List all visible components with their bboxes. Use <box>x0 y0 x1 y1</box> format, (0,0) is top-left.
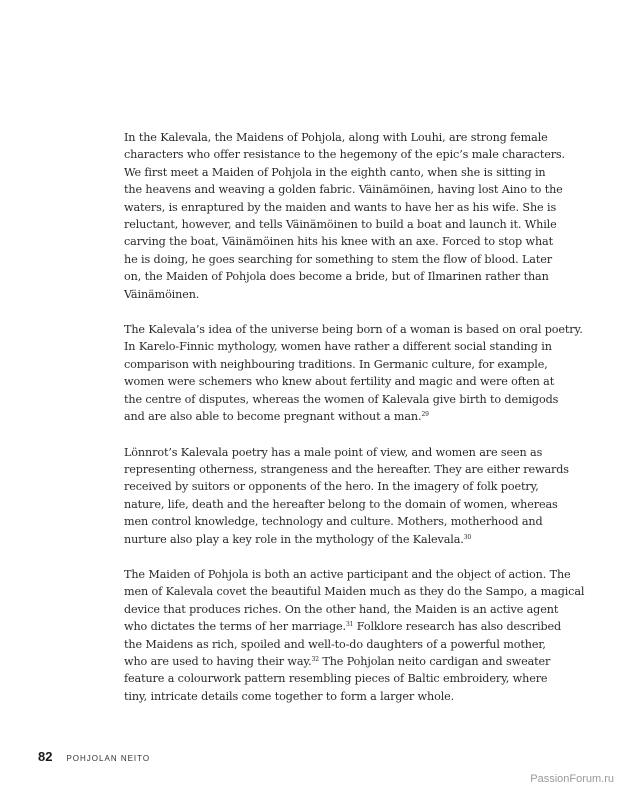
text-line: In the Kalevala, the Maidens of Pohjola, along with Louhi, are strong female <box>124 131 548 144</box>
text-line: received by suitors or opponents of the hero. In the imagery of folk poetry, <box>124 480 539 494</box>
text-line: reluctant, however, and tells Väinämöinen to build a boat and launch it. While <box>124 218 557 232</box>
text-line: on, the Maiden of Pohjola does become a bride, but of Ilmarinen rather than <box>124 270 549 284</box>
page-footer <box>38 749 150 765</box>
text-line: the heavens and weaving a golden fabric. Väinämöinen, having lost Aino to the <box>124 183 563 197</box>
text-line: feature a colourwork pattern resembling pieces of Baltic embroidery, where <box>124 672 548 686</box>
text-line: In Karelo-Finnic mythology, women have rather a different social standing in <box>124 340 552 354</box>
paragraph-lonnrot-male-point-of-view <box>124 444 569 548</box>
text-line-content: who dictates the terms of her marriage. <box>124 620 346 634</box>
running-title: POHJOLAN NEITO <box>66 754 151 763</box>
text-line-content: who are used to having their way. <box>124 654 312 668</box>
text-line: Lönnrot’s Kalevala poetry has a male point of view, and women are seen as <box>124 445 543 459</box>
text-line: Väinämöinen. <box>124 287 200 301</box>
text-line <box>124 531 499 548</box>
text-line-content: and are also able to become pregnant without a man. <box>124 410 422 424</box>
footnote-marker: 30 <box>463 533 472 541</box>
text-line: nature, life, death and the hereafter belong to the domain of women, whereas <box>124 497 558 511</box>
text-line: women were schemers who knew about fertility and magic and were often at <box>124 375 555 389</box>
paragraph-maiden-active-participant <box>124 566 585 705</box>
text-line: the Maidens as rich, spoiled and well-to-do daughters of a powerful mother, <box>124 637 546 651</box>
text-line: The Maiden of Pohjola is both an active participant and the object of action. The <box>124 567 571 581</box>
text-line: carving the boat, Väinämöinen hits his knee with an axe. Forced to stop what <box>124 235 553 249</box>
paragraph-maidens-of-pohjola <box>124 129 565 303</box>
text-line: The Kalevala’s idea of the universe being born of a woman is based on oral poetry. <box>124 323 583 337</box>
text-line: the centre of disputes, whereas the women of Kalevala give birth to demigods <box>124 392 559 406</box>
text-line-content: Folklore research has also described <box>353 620 562 634</box>
text-line-content: nurture also play a key role in the mythology of the Kalevala. <box>124 532 464 546</box>
watermark: PassionForum.ru <box>530 773 614 785</box>
text-line: characters who offer resistance to the hegemony of the epic’s male characters. <box>124 148 565 162</box>
text-line <box>124 408 499 425</box>
paragraph-universe-born-of-woman <box>124 321 583 425</box>
text-line: device that produces riches. On the other hand, the Maiden is an active agent <box>124 602 559 616</box>
body-text <box>124 129 585 723</box>
text-line: he is doing, he goes searching for something to stem the flow of blood. Later <box>124 252 552 266</box>
text-line <box>124 653 551 670</box>
text-line-content: The Pohjolan neito cardigan and sweater <box>318 654 551 668</box>
footnote-marker: 32 <box>311 655 319 663</box>
footnote-marker: 29 <box>421 411 429 419</box>
text-line: We first meet a Maiden of Pohjola in the eighth canto, when she is sitting in <box>124 165 546 179</box>
text-line: representing otherness, strangeness and the hereafter. They are either rewards <box>124 462 569 476</box>
text-line: men control knowledge, technology and culture. Mothers, motherhood and <box>124 515 543 529</box>
text-line: men of Kalevala covet the beautiful Maiden much as they do the Sampo, a magical <box>124 585 585 599</box>
page-number: 82 <box>38 749 53 764</box>
text-line <box>124 618 562 635</box>
text-line: waters, is enraptured by the maiden and wants to have her as his wife. She is <box>124 200 557 214</box>
text-line: comparison with neighbouring traditions. In Germanic culture, for example, <box>124 357 548 371</box>
footnote-marker: 31 <box>345 621 354 629</box>
text-line: tiny, intricate details come together to form a larger whole. <box>124 689 455 703</box>
